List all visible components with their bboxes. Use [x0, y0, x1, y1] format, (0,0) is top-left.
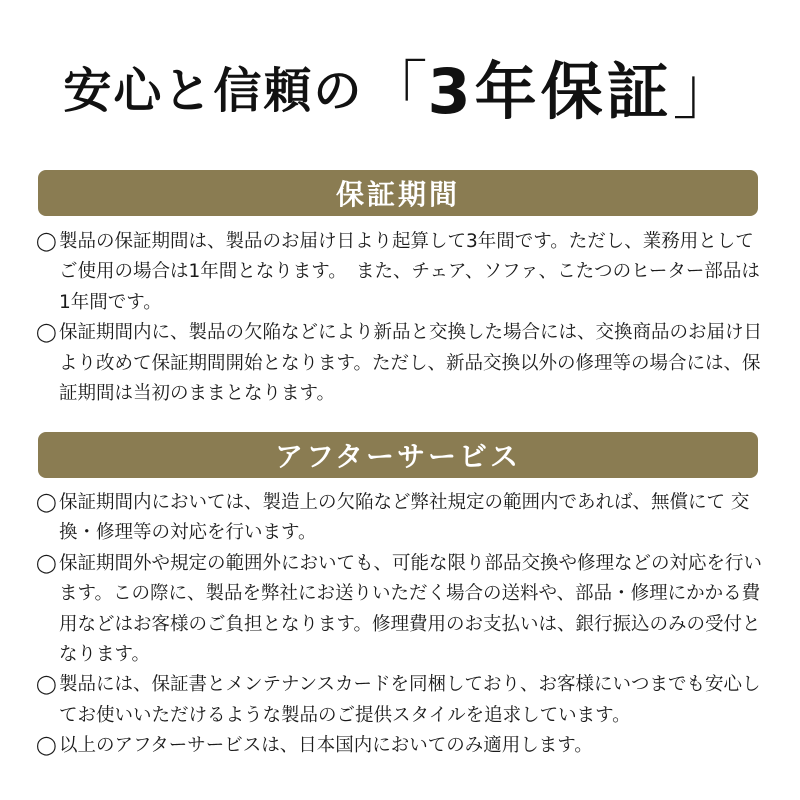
section-body-warranty-period	[36, 227, 766, 409]
section-heading-after-service	[38, 432, 758, 478]
list-item-text: 保証期間外や規定の範囲外においても、可能な限り部品交換や修理などの対応を行います。この際に、製品を弊社にお送りいただく場合の送料や、部品・修理にかかる費用などはお客様のご負担となります。修理費用のお支払いは、銀行振込のみの受付となります。	[59, 552, 763, 666]
list-item-text: 製品には、保証書とメンテナンスカードを同梱しており、お客様にいつまでも安心してお使いいただけるような製品のご提供スタイルを追求しています。	[59, 674, 761, 726]
circle-bullet-icon: ◯	[36, 552, 57, 574]
circle-bullet-icon: ◯	[36, 322, 57, 344]
list-item-text: 以上のアフターサービスは、日本国内においてのみ適用します。	[59, 735, 593, 757]
section-body-after-service	[36, 488, 766, 762]
list-item	[36, 549, 766, 671]
list-item-text: 保証期間内においては、製造上の欠陥など弊社規定の範囲内であれば、無償にて 交換・修理等の対応を行います。	[59, 492, 750, 544]
list-item	[36, 731, 766, 761]
title-close-bracket: 」	[672, 55, 737, 129]
circle-bullet-icon: ◯	[36, 735, 57, 757]
title-prefix: 安心と信頼の	[63, 62, 364, 119]
section-heading-label: 保証期間	[335, 178, 460, 211]
circle-bullet-icon: ◯	[36, 674, 57, 696]
circle-bullet-icon: ◯	[36, 492, 57, 513]
page-title	[0, 36, 800, 136]
list-item-text: 製品の保証期間は、製品のお届け日より起算して3年間です。ただし、業務用としてご使用の場合は1年間となります。 また、チェア、ソファ、こたつのヒーター部品は1年間です。	[59, 231, 760, 313]
list-item-text: 保証期間内に、製品の欠陥などにより新品と交換した場合には、交換商品のお届け日より改めて保証期間開始となります。ただし、新品交換以外の修理等の場合には、保証期間は当初のままとなります。	[59, 322, 763, 405]
list-item	[36, 670, 766, 731]
section-heading-label: アフターサービス	[274, 440, 522, 473]
circle-bullet-icon: ◯	[36, 231, 57, 252]
section-heading-warranty-period	[38, 170, 758, 216]
list-item	[36, 227, 766, 318]
title-open-bracket: 「	[363, 55, 428, 129]
list-item	[36, 318, 766, 409]
title-emphasis: 3年保証	[427, 54, 673, 128]
list-item	[36, 488, 766, 549]
